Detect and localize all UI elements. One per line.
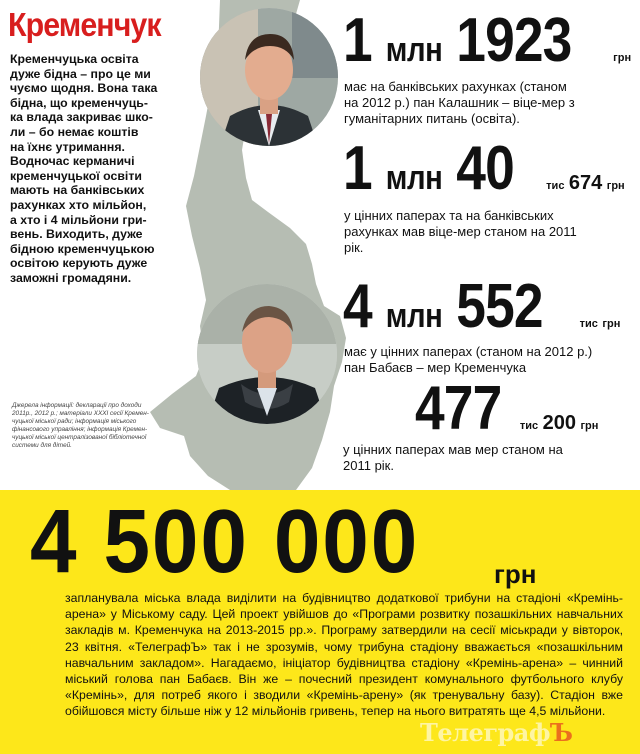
- headline-currency: грн: [494, 559, 537, 589]
- portrait-mayor: [197, 284, 337, 424]
- headline-amount: 4 500 000: [30, 492, 420, 592]
- portrait-vice-mayor: [200, 8, 338, 146]
- page-title: Кременчук: [8, 6, 161, 43]
- figure-babaev-securities: 4 млн 552 тис грн: [343, 272, 621, 341]
- figure-kalashnyk-bank: [343, 6, 632, 75]
- headline-paragraph: запланувала міська влада виділити на будівництво додаткової трибуни на стадіоні «Кремінь-арена» у Міському саду. Цей проект увійшов до «Програми розвитку позашкільних навчальних закладів м. Кременчука на 2013-2015 рр.». Програму затвердили на сесії міськради у вівторок, 23 квітня. «ТелеграфЪ» так і не зрозумів, чому трибуна стадіону вважається «позашкільним навчальним закладом». Нагадаємо, ініціатор будівництва стадіону «Кремінь-арена» – чинний міський голова пан Бабаєв. Він же – почесний президент комунального футбольного клубу «Кремінь», для потреб якого і зводили «Кремінь-арену» (як тренувальну базу). Стадіон вже обійшовся місту більше ніж у 12 мільйонів гривень, тепер на нього витратять ще 4,5 мільйони.: [65, 591, 623, 719]
- currency-label: грн: [606, 180, 625, 192]
- figure-babaev-securities-desc: має у цінних паперах (станом на 2012 р.) пан Бабаєв – мер Кременчука: [344, 344, 593, 375]
- figure-vice-mayor-securities-desc: у цінних паперах та на банківських рахунках мав віце-мер станом на 2011 рік.: [344, 208, 577, 255]
- currency-label: грн: [580, 420, 599, 432]
- figure-vice-mayor-securities: 1 млн 40 тис 674 грн: [343, 134, 625, 203]
- figure-value: 477: [415, 374, 502, 443]
- figure-kalashnyk-bank-desc: має на банківських рахунках (станом на 2012 р.) пан Калашник – віце-мер з гуманітарних питань (освіта).: [344, 79, 575, 126]
- figure-value: 1 млн 40: [343, 134, 514, 203]
- figure-mayor-2011-desc: у цінних паперах мав мер станом на 2011 рік.: [343, 442, 563, 473]
- figure-value: 1 млн 1923: [343, 6, 572, 75]
- currency-label: грн: [602, 318, 621, 330]
- telegraf-logo: ТелеграфЪ: [420, 718, 573, 747]
- currency-label: грн: [613, 52, 632, 64]
- figure-value: 4 млн 552: [343, 272, 543, 341]
- sources-note: Джерела інформації: декларації про доходи 2011р., 2012 р.; матеріали XXXI сесії Кремен- чуцької міської ради; інформація міського фінансового управління; інформація Кремен- чуцької міської централізованої бібліотечної системи для дітей.: [12, 402, 149, 449]
- intro-text: Кременчуцька освіта дуже бідна – про це ми чуємо щодня. Вона така бідна, що кременчуць- ка влада закриває шко- ли – бо немає коштів на їхнє утримання. Водночас керманичі кременчуцької освіти мають на банківських рахунках хто мільйон, а хто і 4 мільйони гри- вень. Виходить, дуже бідною кременчуцькою освітою керують дуже заможні громадяни.: [10, 52, 158, 285]
- figure-mayor-2011: 477 тис 200 грн: [415, 374, 599, 443]
